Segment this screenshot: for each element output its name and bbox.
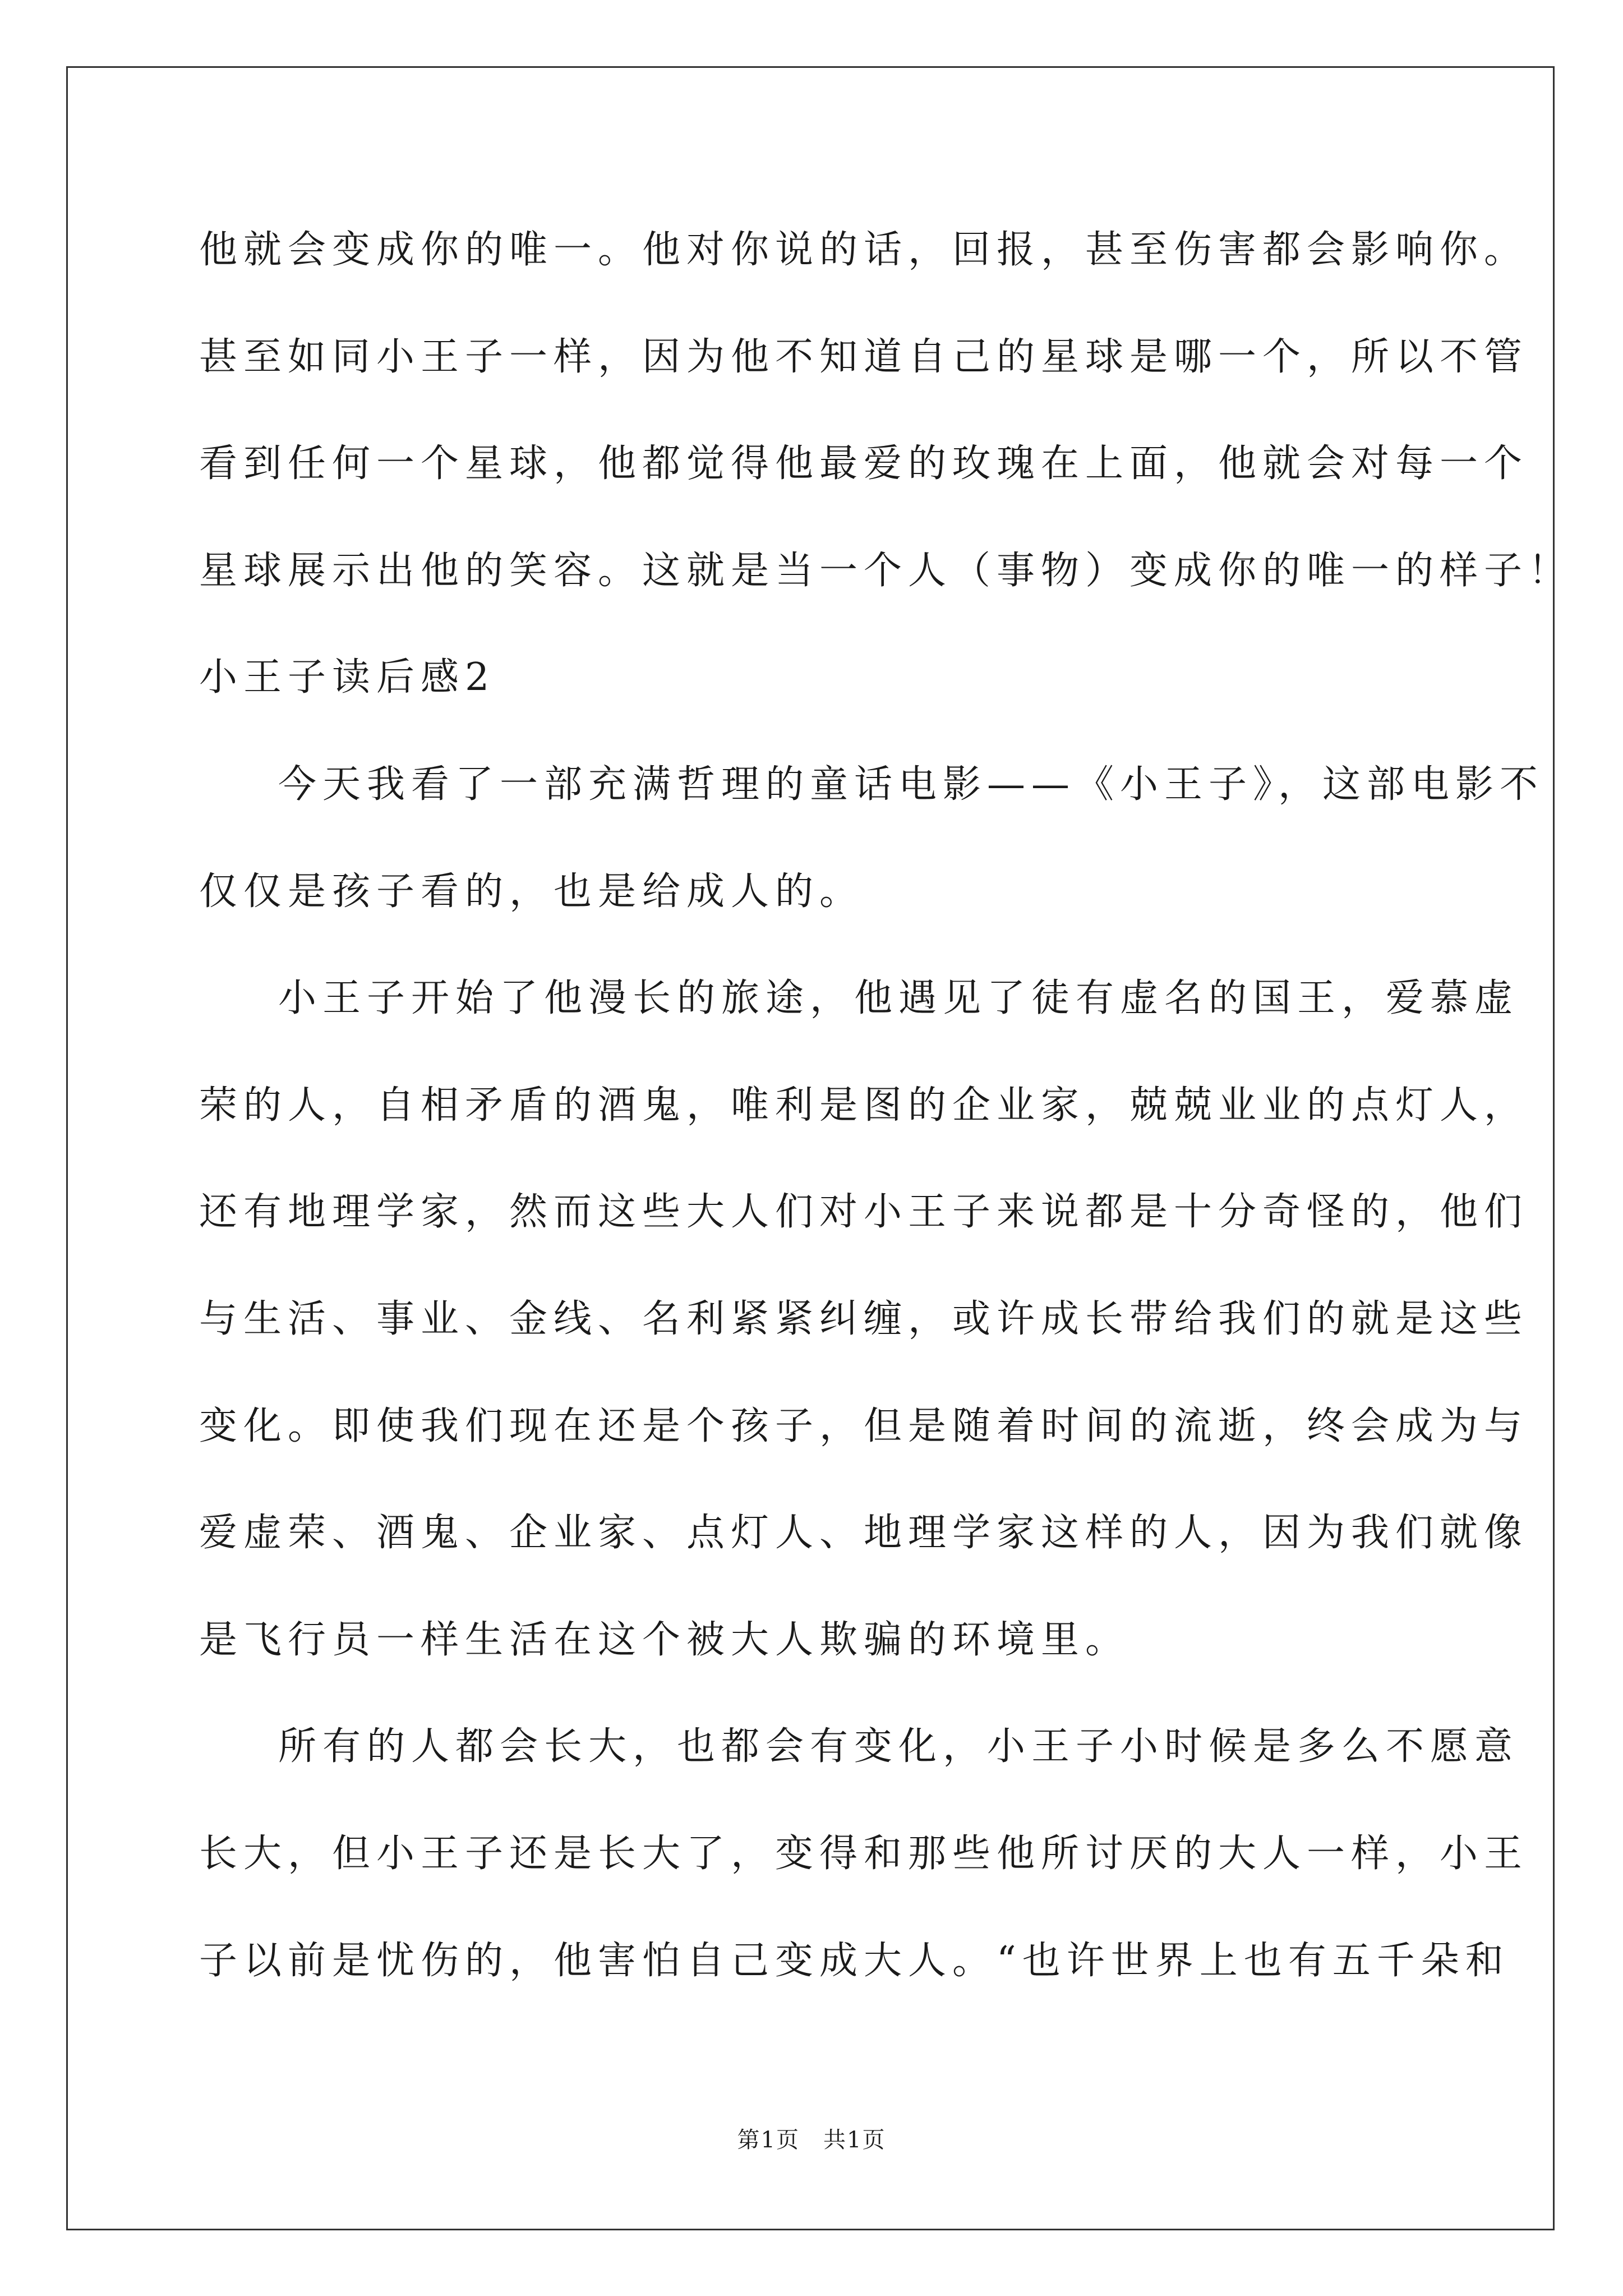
text-line: 子以前是忧伤的，他害怕自己变成大人。“也许世界上也有五千朵和 [199,1939,1510,1983]
text-line: 变化。即使我们现在还是个孩子，但是随着时间的流逝，终会成为与 [199,1404,1529,1448]
text-line: 还有地理学家，然而这些大人们对小王子来说都是十分奇怪的，他们 [199,1190,1529,1234]
text-line: 是飞行员一样生活在这个被大人欺骗的环境里。 [199,1618,1130,1662]
text-line: 爱虚荣、酒鬼、企业家、点灯人、地理学家这样的人，因为我们就像 [199,1511,1529,1555]
text-line: 他就会变成你的唯一。他对你说的话，回报，甚至伤害都会影响你。 [199,228,1529,272]
text-line: 看到任何一个星球，他都觉得他最爱的玫瑰在上面，他就会对每一个 [199,441,1529,486]
text-line: 与生活、事业、金线、名利紧紧纠缠，或许成长带给我们的就是这些 [199,1297,1529,1341]
text-line: 今天我看了一部充满哲理的童话电影——《小王子》，这部电影不 [278,762,1544,807]
text-line: 星球展示出他的笑容。这就是当一个人（事物）变成你的唯一的样子！ [199,549,1573,593]
text-line: 小王子开始了他漫长的旅途，他遇见了徒有虚名的国王，爱慕虚 [278,976,1519,1020]
text-line: 仅仅是孩子看的，也是给成人的。 [199,869,864,914]
page-border [66,66,1555,2230]
section-heading: 小王子读后感2 [199,655,496,700]
text-line: 荣的人，自相矛盾的酒鬼，唯利是图的企业家，兢兢业业的点灯人， [199,1083,1529,1128]
text-line: 甚至如同小王子一样，因为他不知道自己的星球是哪一个，所以不管 [199,335,1529,379]
text-line: 长大，但小王子还是长大了，变得和那些他所讨厌的大人一样，小王 [199,1832,1529,1876]
page-number-footer: 第1页 共1页 [737,2127,886,2153]
text-line: 所有的人都会长大，也都会有变化，小王子小时候是多么不愿意 [278,1724,1519,1769]
